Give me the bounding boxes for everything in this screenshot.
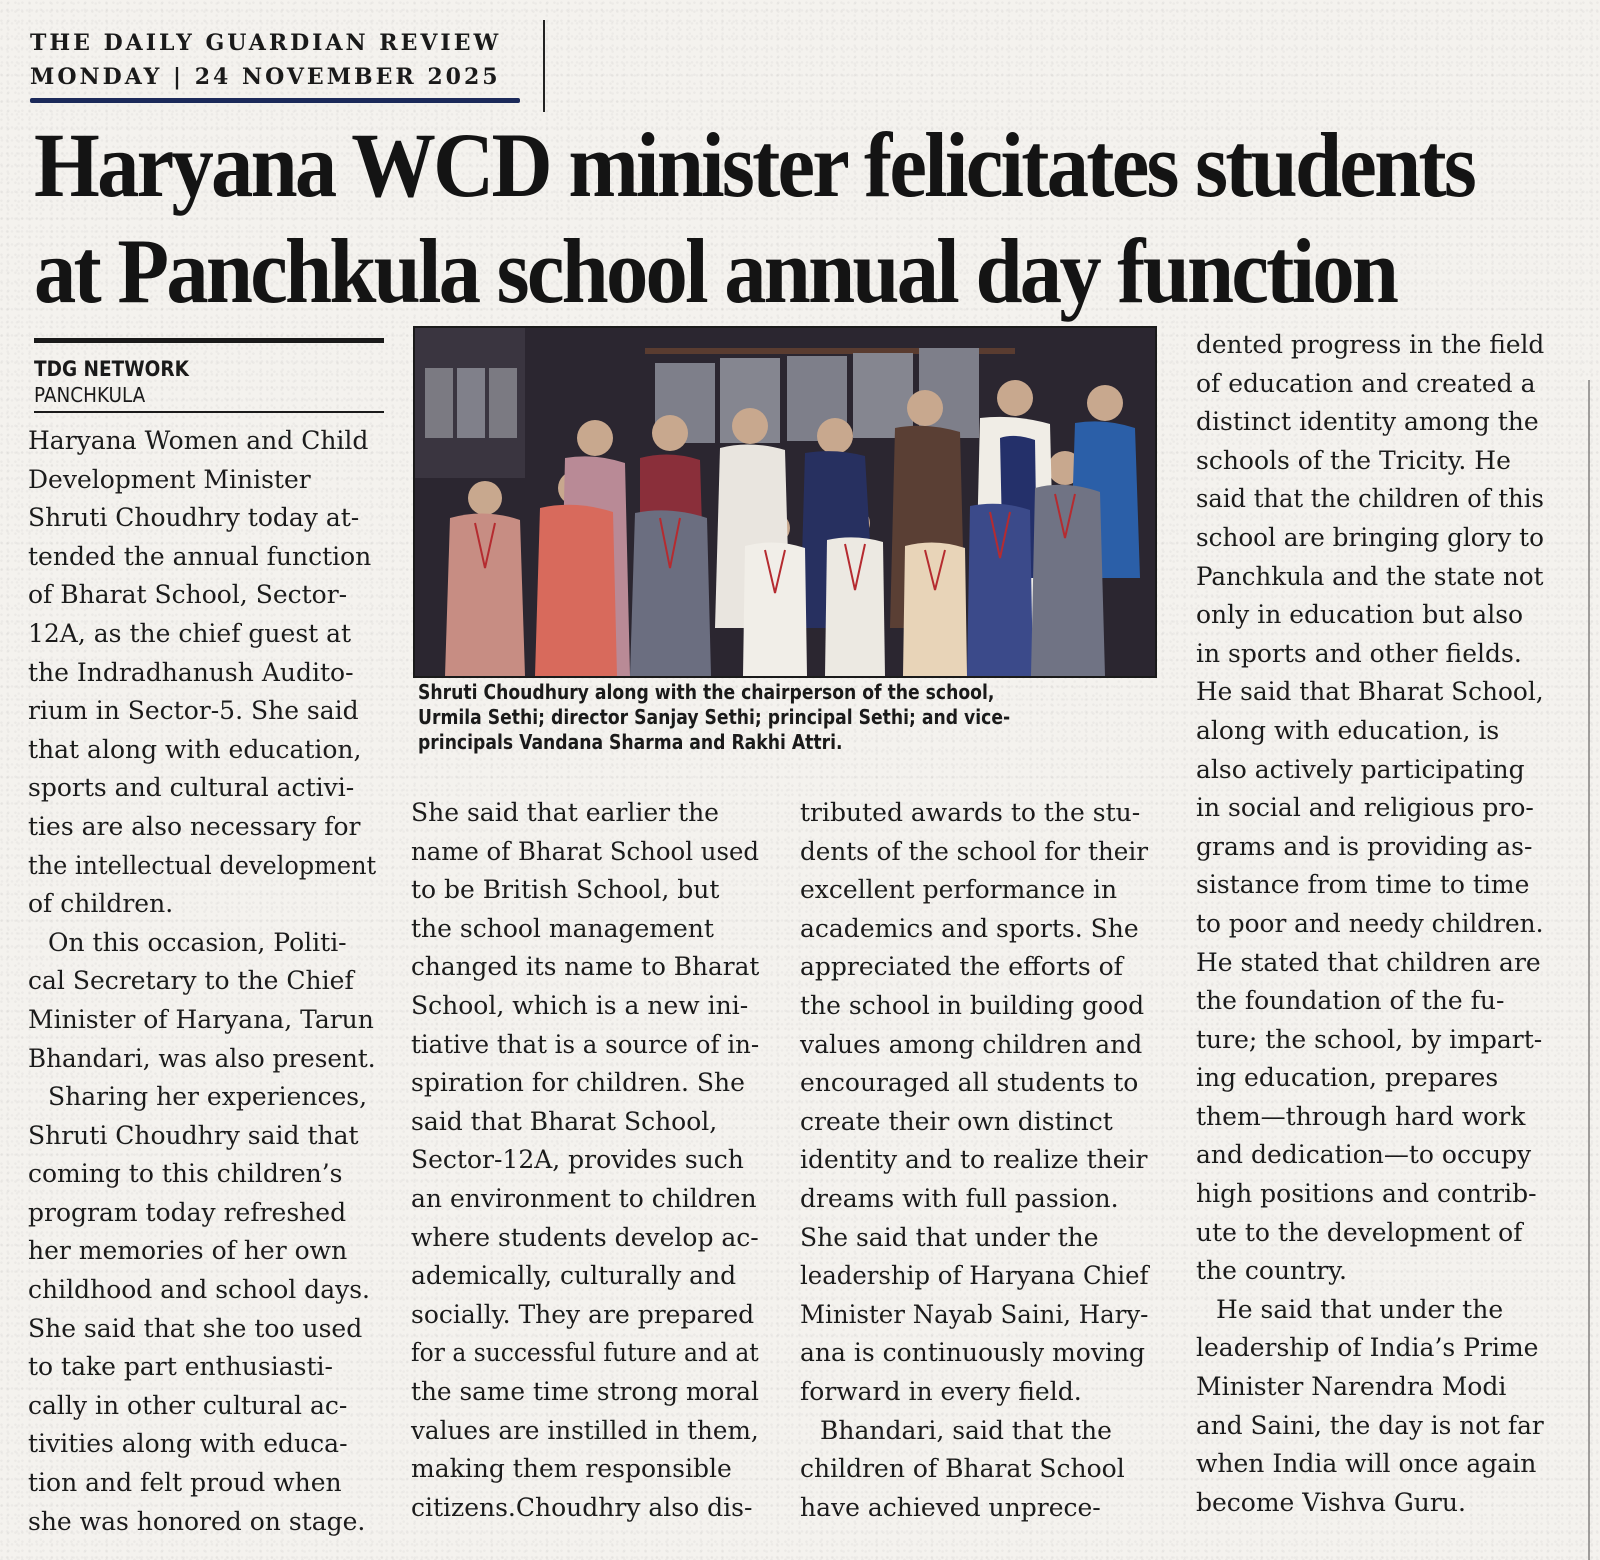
masthead-rule bbox=[30, 98, 520, 103]
article-line: dreams with full passion. bbox=[800, 1183, 1119, 1213]
article-line: to poor and needy children. bbox=[1196, 908, 1544, 938]
article-line: encouraged all students to bbox=[800, 1068, 1139, 1098]
article-line: leadership of India’s Prime bbox=[1196, 1333, 1539, 1363]
article-line: He said that Bharat School, bbox=[1196, 677, 1544, 707]
article-line: Sharing her experiences, bbox=[48, 1082, 368, 1112]
photo-caption bbox=[418, 680, 1158, 755]
article-line: of children. bbox=[28, 889, 174, 919]
article-line: distinct identity among the bbox=[1196, 407, 1539, 437]
article-line: said that Bharat School, bbox=[411, 1106, 718, 1136]
article-line: sports and cultural activi- bbox=[28, 773, 355, 803]
article-line: high positions and contrib- bbox=[1196, 1179, 1537, 1209]
byline-dateline: PANCHKULA bbox=[34, 383, 146, 407]
article-line: spiration for children. She bbox=[411, 1068, 745, 1098]
article-line: forward in every field. bbox=[800, 1376, 1082, 1406]
caption-line: principals Vandana Sharma and Rakhi Attri. bbox=[418, 730, 843, 754]
article-line: program today refreshed bbox=[28, 1197, 347, 1227]
article-line: appreciated the efforts of bbox=[800, 952, 1123, 982]
publication-date: MONDAY | 24 NOVEMBER 2025 bbox=[30, 64, 501, 90]
article-line: tended the annual function bbox=[28, 541, 372, 571]
article-line: ing education, prepares bbox=[1196, 1063, 1499, 1093]
article-line: tivities along with educa- bbox=[28, 1429, 348, 1459]
article-line: dented progress in the field bbox=[1196, 330, 1545, 359]
group-photo-illustration bbox=[415, 328, 1155, 676]
article-line: dents of the school for their bbox=[800, 836, 1148, 866]
article-column-3 bbox=[800, 794, 1148, 1527]
article-line: the foundation of the fu- bbox=[1196, 986, 1505, 1016]
article-line: Shruti Choudhry today at- bbox=[28, 503, 360, 533]
article-line: Bhandari, was also present. bbox=[28, 1043, 376, 1073]
article-line: Shruti Choudhry said that bbox=[28, 1120, 359, 1150]
article-column-2 bbox=[411, 794, 759, 1527]
article-line: name of Bharat School used bbox=[411, 836, 760, 866]
article-line: He stated that children are bbox=[1196, 947, 1541, 977]
article-line: School, which is a new ini- bbox=[411, 990, 749, 1020]
article-line: excellent performance in bbox=[800, 875, 1118, 905]
article-line: an environment to children bbox=[411, 1183, 757, 1213]
article-line: the intellectual development bbox=[28, 850, 377, 880]
article-line: she was honored on stage. bbox=[28, 1506, 366, 1536]
article-line: On this occasion, Politi- bbox=[48, 927, 347, 957]
headline bbox=[34, 112, 1475, 324]
article-line: Bhandari, said that the bbox=[820, 1415, 1112, 1445]
article-line: childhood and school days. bbox=[28, 1275, 370, 1305]
article-line: leadership of Haryana Chief bbox=[800, 1261, 1149, 1291]
article-column-1 bbox=[28, 422, 376, 1541]
headline-line-1: Haryana WCD minister felicitates students bbox=[34, 114, 1475, 216]
article-line: schools of the Tricity. He bbox=[1196, 445, 1511, 475]
article-line: and dedication—to occupy bbox=[1196, 1140, 1532, 1170]
publication-name: THE DAILY GUARDIAN REVIEW bbox=[30, 30, 502, 56]
article-line: Sector-12A, provides such bbox=[411, 1145, 744, 1175]
article-line: Minister Nayab Saini, Hary- bbox=[800, 1299, 1149, 1329]
article-line: in sports and other fields. bbox=[1196, 638, 1522, 668]
article-line: She said that earlier the bbox=[411, 798, 719, 827]
article-line: tion and felt proud when bbox=[28, 1468, 342, 1498]
article-line: along with education, is bbox=[1196, 715, 1500, 745]
article-line: identity and to realize their bbox=[800, 1145, 1148, 1175]
article-line: ute to the development of bbox=[1196, 1217, 1523, 1247]
article-line: children of Bharat School bbox=[800, 1454, 1125, 1484]
caption-line: Shruti Choudhury along with the chairperson of the school, bbox=[418, 680, 995, 704]
article-line: and Saini, the day is not far bbox=[1196, 1410, 1544, 1440]
article-line: Haryana Women and Child bbox=[28, 426, 369, 455]
article-line: cally in other cultural ac- bbox=[28, 1390, 348, 1420]
article-line: tributed awards to the stu- bbox=[800, 798, 1141, 827]
article-line: changed its name to Bharat bbox=[411, 952, 760, 982]
article-line: She said that under the bbox=[800, 1222, 1099, 1252]
news-photo bbox=[413, 326, 1157, 678]
page-edge bbox=[1588, 380, 1590, 1560]
article-line: the school management bbox=[411, 913, 714, 943]
byline bbox=[34, 338, 384, 413]
article-line: for a successful future and at bbox=[411, 1338, 759, 1368]
headline-line-2: at Panchkula school annual day function bbox=[34, 220, 1397, 322]
article-line: the school in building good bbox=[800, 990, 1145, 1020]
byline-network: TDG NETWORK bbox=[34, 357, 189, 381]
article-line: He said that under the bbox=[1216, 1294, 1504, 1324]
article-column-4 bbox=[1196, 326, 1544, 1522]
article-line: tiative that is a source of in- bbox=[411, 1029, 760, 1059]
article-line: said that the children of this bbox=[1196, 484, 1544, 514]
article-line: sistance from time to time bbox=[1196, 870, 1530, 900]
article-line: coming to this children’s bbox=[28, 1159, 343, 1189]
article-line: where students develop ac- bbox=[411, 1222, 759, 1252]
article-line: also actively participating bbox=[1196, 754, 1525, 784]
article-line: the Indradhanush Audito- bbox=[28, 657, 354, 687]
byline-top-rule bbox=[34, 338, 384, 343]
article-line: school are bringing glory to bbox=[1196, 522, 1544, 552]
article-line: socially. They are prepared bbox=[411, 1299, 755, 1329]
article-line: Minister of Haryana, Tarun bbox=[28, 1004, 374, 1034]
article-line: when India will once again bbox=[1196, 1449, 1537, 1479]
article-line: only in education but also bbox=[1196, 600, 1524, 630]
masthead bbox=[30, 26, 530, 103]
article-line: 12A, as the chief guest at bbox=[28, 618, 352, 648]
article-line: the country. bbox=[1196, 1256, 1347, 1286]
article-line: grams and is providing as- bbox=[1196, 831, 1533, 861]
article-line: ana is continuously moving bbox=[800, 1338, 1146, 1368]
article-line: making them responsible bbox=[411, 1454, 732, 1484]
article-line: to be British School, but bbox=[411, 875, 720, 905]
article-line: them—through hard work bbox=[1196, 1101, 1526, 1131]
article-line: to take part enthusiasti- bbox=[28, 1352, 333, 1382]
article-line: become Vishva Guru. bbox=[1196, 1487, 1466, 1517]
article-line: have achieved unprece- bbox=[800, 1492, 1101, 1522]
masthead-divider bbox=[543, 20, 545, 112]
article-line: her memories of her own bbox=[28, 1236, 348, 1266]
article-line: rium in Sector-5. She said bbox=[28, 696, 359, 726]
byline-bottom-rule bbox=[34, 411, 384, 413]
article-line: of education and created a bbox=[1196, 368, 1536, 398]
article-line: cal Secretary to the Chief bbox=[28, 966, 354, 996]
article-line: ademically, culturally and bbox=[411, 1261, 737, 1291]
caption-line: Urmila Sethi; director Sanjay Sethi; principal Sethi; and vice- bbox=[418, 705, 1011, 729]
article-line: values are instilled in them, bbox=[411, 1415, 759, 1445]
article-line: ties are also necessary for bbox=[28, 811, 361, 841]
article-line: ture; the school, by impart- bbox=[1196, 1024, 1543, 1054]
article-line: values among children and bbox=[800, 1029, 1143, 1059]
article-line: citizens.Choudhry also dis- bbox=[411, 1492, 753, 1522]
article-line: Development Minister bbox=[28, 464, 311, 494]
article-line: the same time strong moral bbox=[411, 1376, 759, 1406]
article-line: in social and religious pro- bbox=[1196, 793, 1534, 823]
article-line: that along with education, bbox=[28, 734, 362, 764]
article-line: Panchkula and the state not bbox=[1196, 561, 1544, 591]
article-line: Minister Narendra Modi bbox=[1196, 1372, 1507, 1402]
article-line: She said that she too used bbox=[28, 1313, 363, 1343]
article-line: create their own distinct bbox=[800, 1106, 1113, 1136]
article-line: of Bharat School, Sector- bbox=[28, 580, 348, 610]
article-line: academics and sports. She bbox=[800, 913, 1139, 943]
